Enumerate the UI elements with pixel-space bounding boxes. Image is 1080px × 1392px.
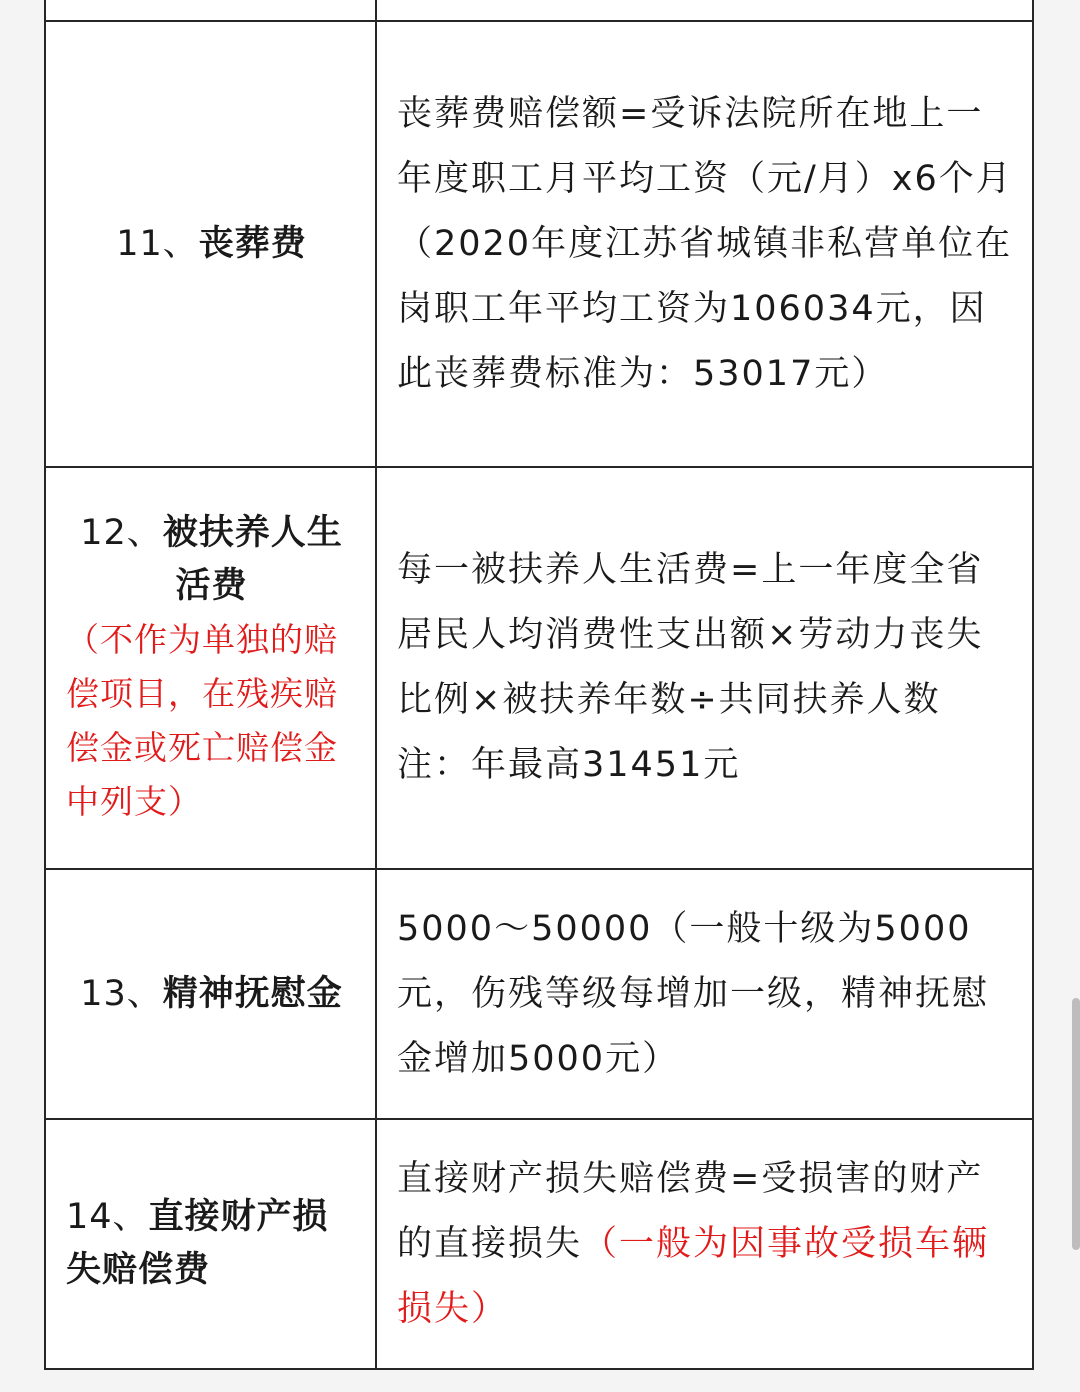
desc-cell-property-loss bbox=[376, 1119, 1033, 1369]
table-row-mental-solace bbox=[45, 869, 1033, 1119]
item-name: 被扶养人生活费 bbox=[162, 513, 343, 606]
item-number: 14、 bbox=[66, 1197, 149, 1237]
table-row-property-loss bbox=[45, 1119, 1033, 1369]
item-number: 12、 bbox=[80, 513, 163, 553]
item-cell-funeral bbox=[45, 21, 376, 467]
item-cell-dependent-living bbox=[45, 467, 376, 869]
item-cell-property-loss bbox=[45, 1119, 376, 1369]
desc-cell-funeral bbox=[376, 21, 1033, 467]
table-cell bbox=[45, 0, 376, 21]
item-description: 丧葬费赔偿额=受诉法院所在地上一年度职工月平均工资（元/月）x6个月（2020年度江苏省城镇非私营单位在岗职工年平均工资为106034元，因此丧葬费标准为：53017元） bbox=[397, 93, 1013, 394]
item-cell-mental-solace bbox=[45, 869, 376, 1119]
item-description: 5000～50000（一般十级为5000元，伤残等级每增加一级，精神抚慰金增加5000元） bbox=[397, 908, 990, 1079]
item-description-note: 注：年最高31451元 bbox=[397, 745, 741, 785]
item-name: 直接财产损失赔偿费 bbox=[66, 1197, 329, 1290]
desc-cell-dependent-living bbox=[376, 467, 1033, 869]
compensation-table bbox=[44, 0, 1034, 1370]
item-name: 精神抚慰金 bbox=[162, 973, 343, 1014]
compensation-table-container bbox=[44, 0, 1034, 1368]
desc-cell-mental-solace bbox=[376, 869, 1033, 1119]
table-row-previous-continuation bbox=[45, 0, 1033, 21]
item-description: 每一被扶养人生活费=上一年度全省居民人均消费性支出额×劳动力丧失比例×被扶养年数÷共同扶养人数 bbox=[397, 550, 984, 720]
table-cell bbox=[376, 0, 1033, 21]
scrollbar-thumb[interactable] bbox=[1072, 998, 1080, 1250]
table-row-dependent-living bbox=[45, 467, 1033, 869]
item-note: （不作为单独的赔偿项目，在残疾赔偿金或死亡赔偿金中列支） bbox=[66, 620, 338, 821]
item-number: 11、 bbox=[116, 223, 199, 264]
item-description: 直接财产损失赔偿费=受损害的财产的直接损失 bbox=[397, 1158, 984, 1264]
item-description-red-note: （一般为因事故受损车辆损失） bbox=[397, 1223, 990, 1329]
item-name: 丧葬费 bbox=[198, 223, 307, 264]
table-row-funeral bbox=[45, 21, 1033, 467]
item-number: 13、 bbox=[80, 973, 163, 1014]
